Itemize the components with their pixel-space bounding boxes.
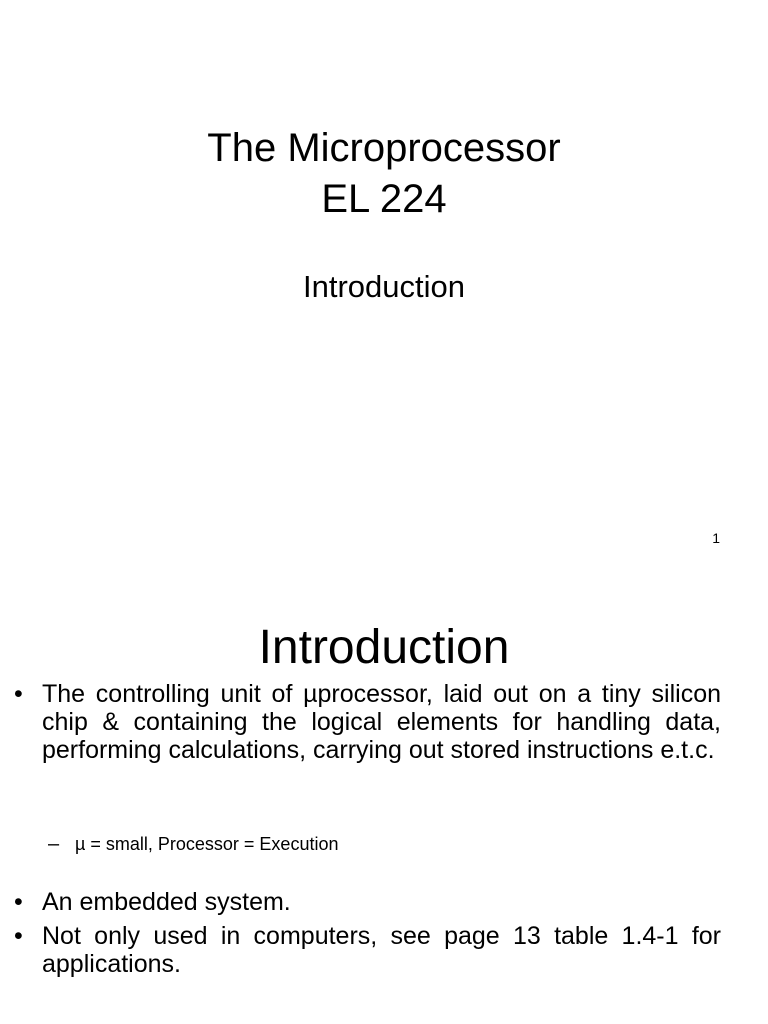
sub-bullet-marker: – [48,833,60,855]
slide-title-line-1: The Microprocessor [207,126,561,170]
bullet-text: An embedded system. [42,888,291,916]
sub-bullet-text: µ = small, Processor = Execution [75,834,339,854]
slide-subtitle: Introduction [303,269,465,304]
slide-title-line-2: EL 224 [321,177,447,221]
bullet-item [0,680,768,800]
bullet-marker: • [14,888,23,916]
bullet-text: The controlling unit of µprocessor, laid out on a tiny silicon chip & containing the logical elements for handling data, performing calculations, carrying out stored instructions e.t.c. [42,680,721,764]
bullet-text: Not only used in computers, see page 13 table 1.4-1 for applications. [42,922,721,978]
bullet-marker: • [14,922,23,950]
bullet-marker: • [14,680,23,708]
bullet-item [0,922,768,982]
page-number: 1 [712,530,720,546]
slide-2-title: Introduction [258,621,510,674]
bullet-item [0,888,768,918]
slide-2 [0,576,768,1024]
sub-bullet-item [0,832,768,856]
